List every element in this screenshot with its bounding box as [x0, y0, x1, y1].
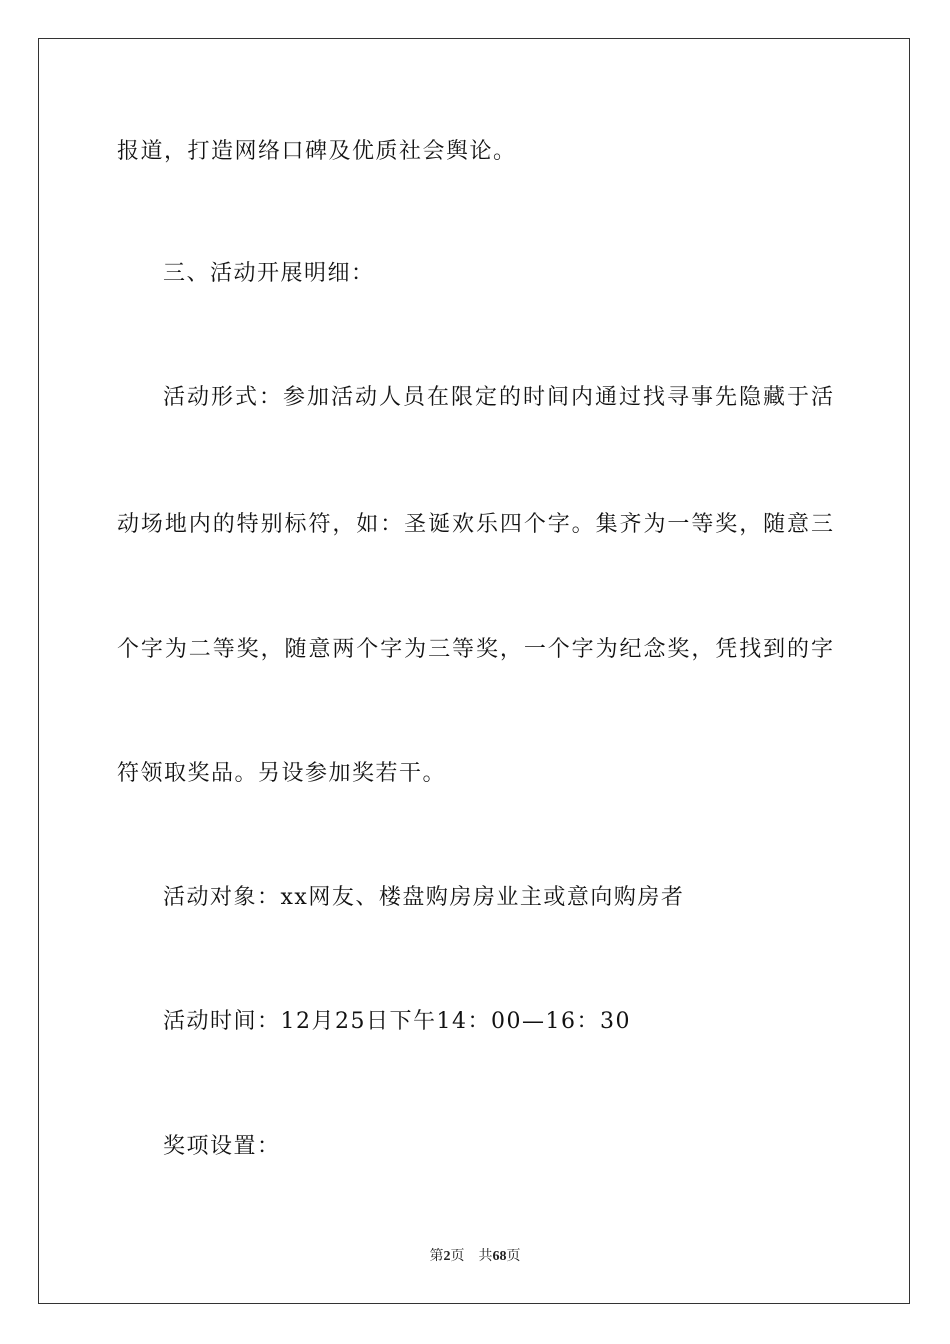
activity-time-line: 活动时间：12月25日下午14：00—16：30: [163, 1009, 631, 1034]
award-settings-heading: 奖项设置：: [163, 1134, 281, 1159]
activity-target-line: 活动对象：xx网友、楼盘购房房业主或意向购房者: [163, 885, 685, 910]
footer-total-prefix: 共: [478, 1249, 493, 1264]
footer-page-suffix: 页: [450, 1249, 465, 1264]
page-footer: [0, 1248, 950, 1266]
paragraph-line-5: 个字为二等奖，随意两个字为三等奖，一个字为纪念奖，凭找到的字: [117, 637, 833, 662]
footer-total-pages: 68: [492, 1249, 507, 1264]
paragraph-line-3: 活动形式：参加活动人员在限定的时间内通过找寻事先隐藏于活: [163, 385, 833, 410]
page-frame: [38, 38, 910, 1304]
paragraph-line-6: 符领取奖品。另设参加奖若干。: [117, 761, 447, 786]
paragraph-line-4: 动场地内的特别标符，如：圣诞欢乐四个字。集齐为一等奖，随意三: [117, 512, 833, 537]
section-heading: 三、活动开展明细：: [163, 261, 375, 286]
footer-total-suffix: 页: [506, 1249, 521, 1264]
footer-page-number: 2: [443, 1249, 451, 1264]
paragraph-line-1: 报道，打造网络口碑及优质社会舆论。: [117, 139, 517, 164]
footer-page-prefix: 第: [429, 1249, 444, 1264]
